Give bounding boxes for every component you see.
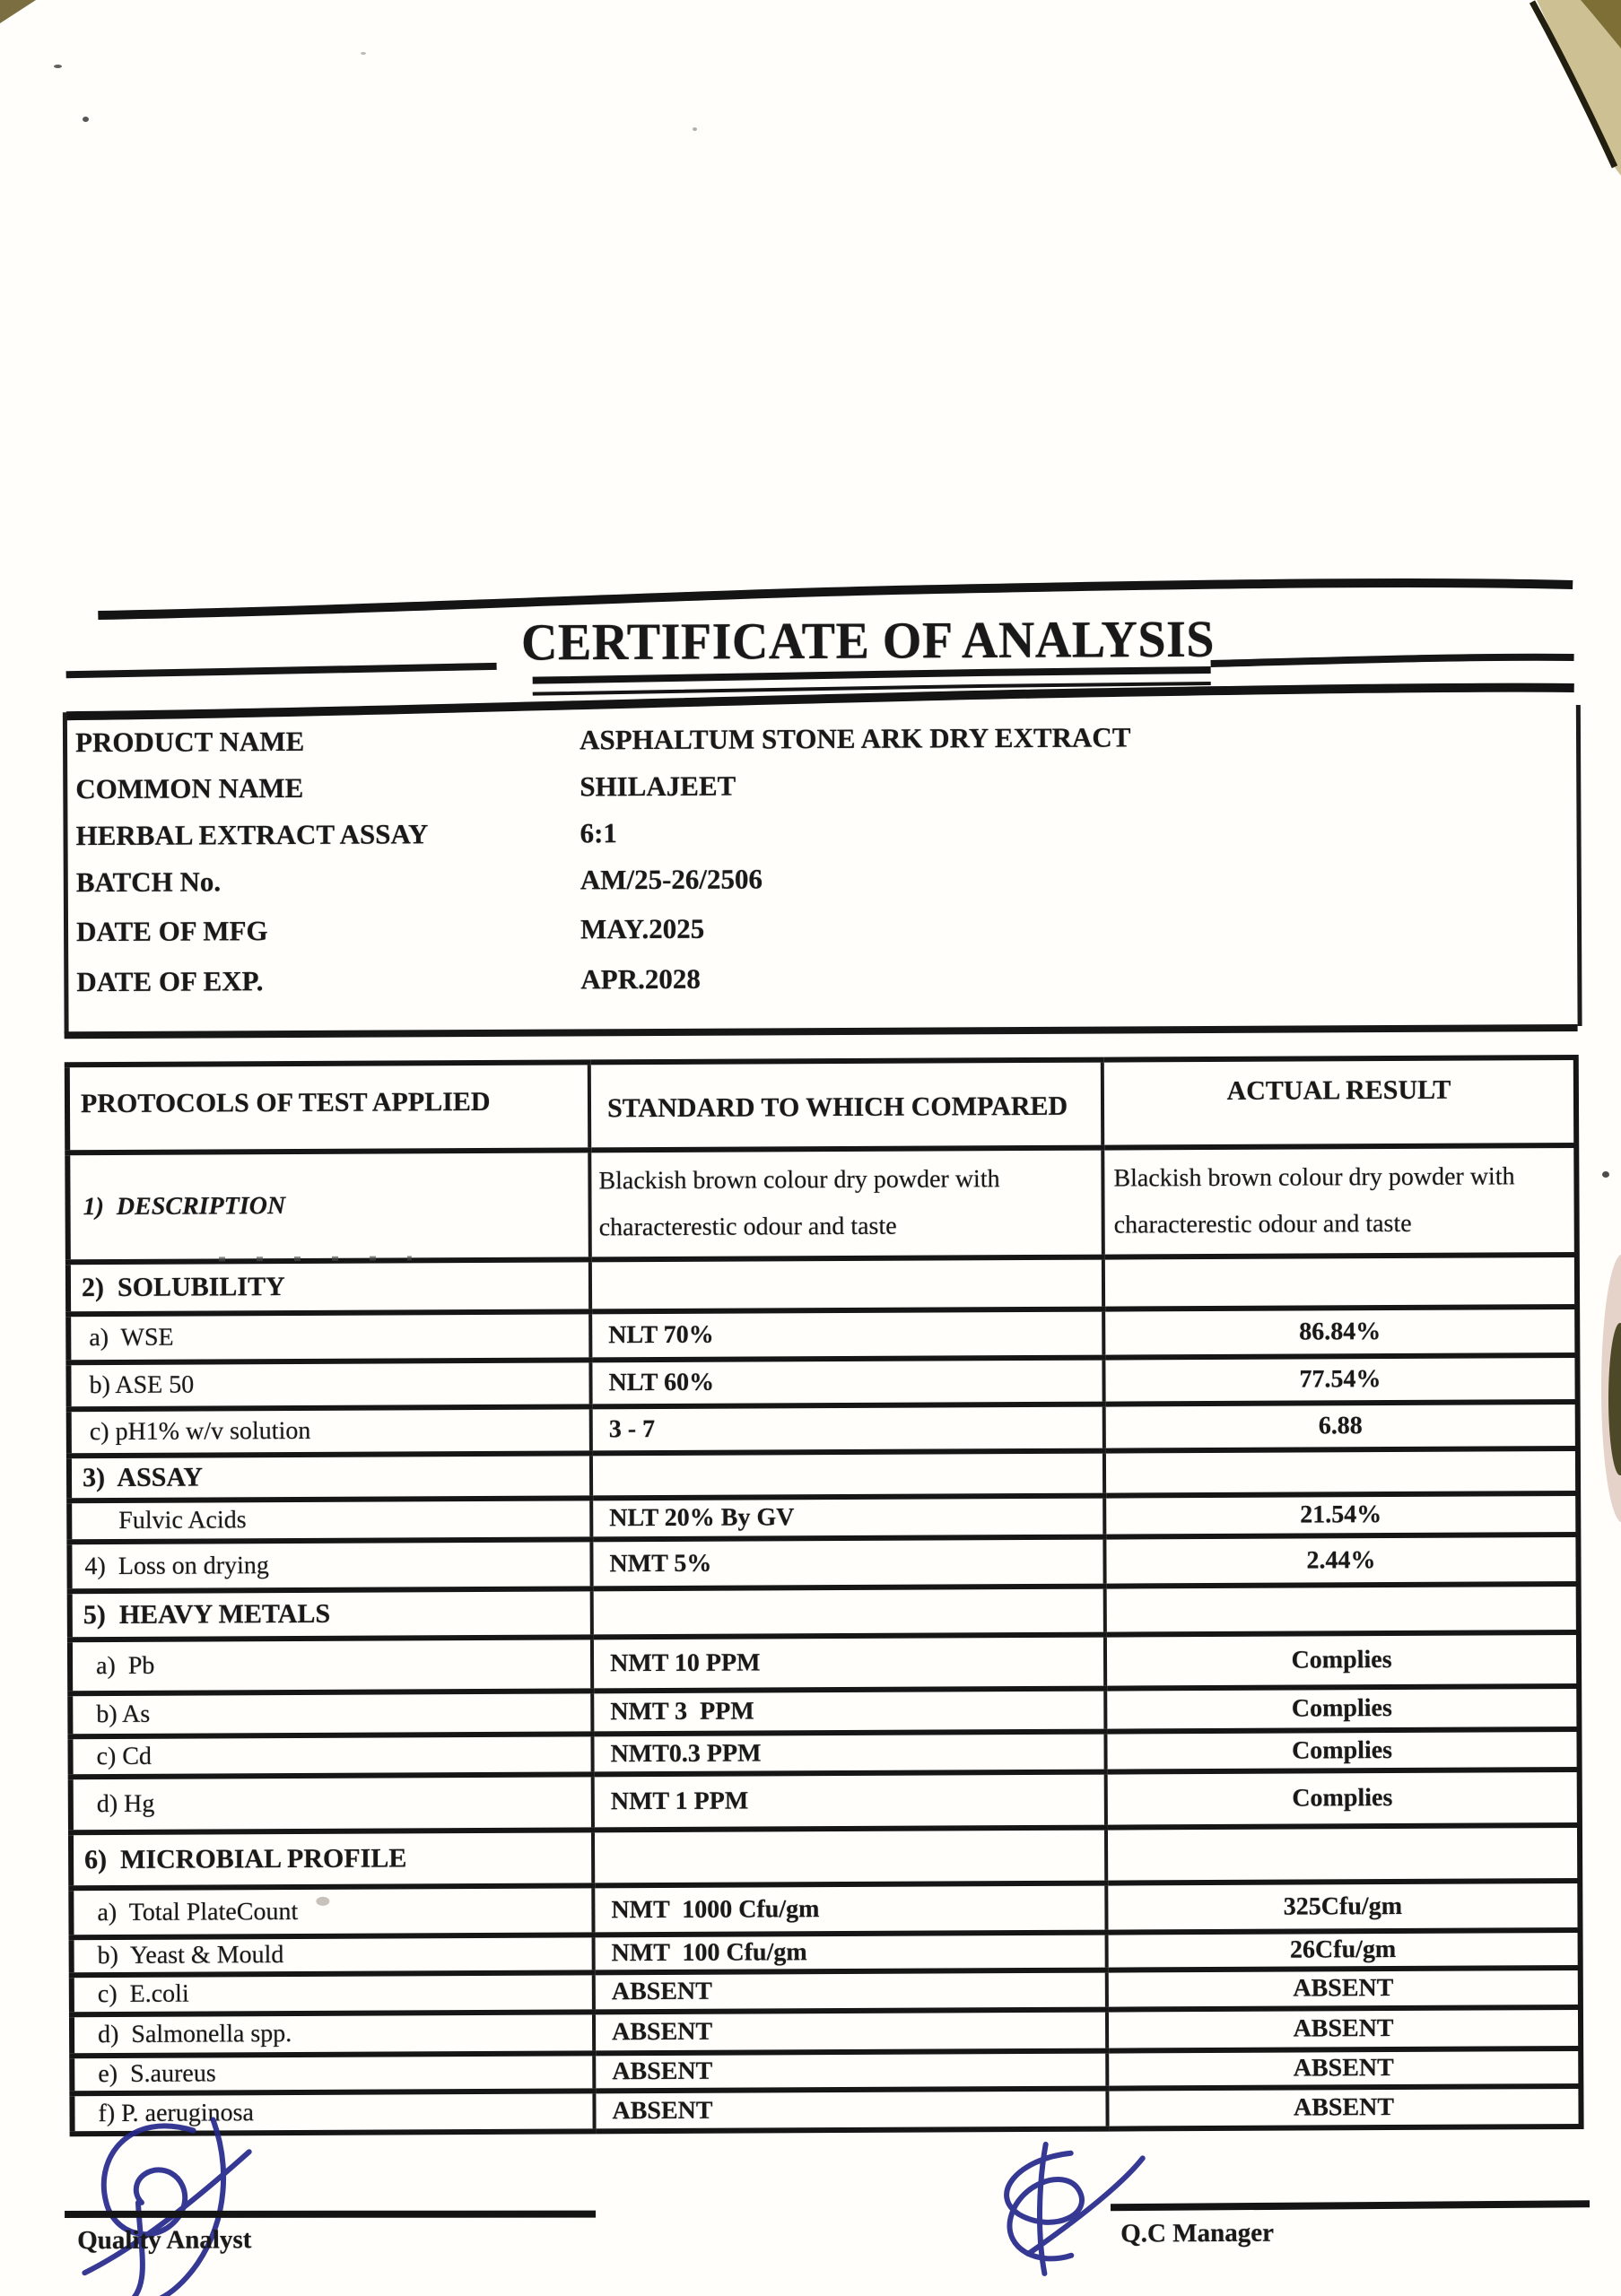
result-cell bbox=[1106, 1825, 1580, 1883]
standard-cell bbox=[591, 1451, 1104, 1499]
result-cell bbox=[1103, 1255, 1577, 1309]
result-cell: Complies bbox=[1105, 1632, 1579, 1689]
analysis-table-wrap bbox=[65, 1055, 1583, 2136]
table-row-heavy-metals bbox=[70, 1584, 1579, 1639]
standard-cell: ABSENT bbox=[594, 2010, 1107, 2054]
info-label: DATE OF MFG bbox=[75, 915, 268, 948]
standard-cell: NLT 60% bbox=[590, 1358, 1103, 1407]
info-row-assay bbox=[75, 813, 1421, 866]
table-row-microbial-profile bbox=[71, 1825, 1580, 1888]
result-cell: 21.54% bbox=[1104, 1493, 1578, 1537]
protocol-cell: Fulvic Acids bbox=[69, 1498, 591, 1542]
table-row-description bbox=[67, 1145, 1577, 1262]
standard-cell: 3 - 7 bbox=[591, 1405, 1104, 1454]
standard-cell: Blackish brown colour dry powder with characterestic odour and taste bbox=[589, 1148, 1103, 1260]
protocol-cell: 5) HEAVY METALS bbox=[70, 1588, 592, 1639]
standard-cell: NMT 5% bbox=[591, 1537, 1104, 1589]
result-cell: ABSENT bbox=[1107, 2086, 1581, 2129]
info-label: HERBAL EXTRACT ASSAY bbox=[75, 818, 429, 852]
info-row-common-name bbox=[75, 767, 1421, 820]
result-cell: ABSENT bbox=[1107, 2007, 1581, 2051]
info-value: MAY.2025 bbox=[580, 912, 705, 945]
protocol-cell: 2) SOLUBILITY bbox=[68, 1259, 590, 1314]
result-cell: ABSENT bbox=[1107, 1968, 1581, 2010]
standard-cell: NMT 1 PPM bbox=[593, 1772, 1106, 1831]
table-row-pb bbox=[70, 1632, 1579, 1693]
protocol-cell: c) pH1% w/v solution bbox=[69, 1406, 591, 1456]
protocol-cell: f) P. aeruginosa bbox=[72, 2091, 594, 2134]
info-row-product-name bbox=[75, 720, 1421, 773]
table-row-solubility bbox=[68, 1255, 1577, 1314]
product-info bbox=[75, 720, 1423, 1013]
protocol-cell: b) As bbox=[70, 1691, 592, 1736]
protocol-cell: b) ASE 50 bbox=[68, 1360, 590, 1409]
result-cell: 6.88 bbox=[1104, 1402, 1578, 1451]
result-cell: Complies bbox=[1105, 1686, 1579, 1732]
analysis-table bbox=[65, 1055, 1584, 2136]
protocol-cell: c) Cd bbox=[70, 1734, 592, 1777]
table-row-cd bbox=[70, 1729, 1579, 1777]
result-cell: Blackish brown colour dry powder with characterestic odour and taste bbox=[1102, 1145, 1577, 1257]
table-row-hg bbox=[71, 1770, 1580, 1832]
quality-analyst-signature bbox=[84, 2119, 250, 2296]
info-row-exp-date bbox=[76, 960, 1422, 1013]
table-row-assay bbox=[69, 1448, 1578, 1500]
info-value: APR.2028 bbox=[580, 962, 701, 996]
standard-cell: NLT 20% By GV bbox=[591, 1496, 1104, 1540]
table-row-salmonella bbox=[72, 2007, 1581, 2056]
info-value: AM/25-26/2506 bbox=[580, 863, 763, 896]
protocol-cell: c) E.coli bbox=[72, 1972, 594, 2014]
result-cell: 86.84% bbox=[1103, 1307, 1577, 1358]
signature-line-left bbox=[65, 2211, 596, 2218]
page-title: CERTIFICATE OF ANALYSIS bbox=[520, 610, 1216, 672]
standard-cell bbox=[590, 1257, 1103, 1312]
scan-smudge bbox=[316, 1897, 329, 1906]
info-row-mfg-date bbox=[76, 909, 1422, 966]
table-row-fulvic-acids bbox=[69, 1493, 1578, 1542]
info-value: SHILAJEET bbox=[580, 770, 736, 803]
signature-line-right bbox=[1111, 2200, 1590, 2211]
scan-smudge bbox=[219, 1256, 412, 1261]
protocol-cell: a) WSE bbox=[68, 1311, 590, 1362]
table-row-total-plate-count bbox=[71, 1881, 1580, 1937]
result-cell: Complies bbox=[1106, 1770, 1580, 1828]
standard-cell: ABSENT bbox=[594, 2051, 1107, 2092]
info-value: ASPHALTUM STONE ARK DRY EXTRACT bbox=[579, 721, 1131, 756]
standard-cell bbox=[592, 1587, 1105, 1638]
table-row-as bbox=[70, 1686, 1579, 1736]
standard-cell: ABSENT bbox=[594, 1970, 1107, 2013]
result-cell: 2.44% bbox=[1104, 1535, 1578, 1587]
protocol-cell: a) Pb bbox=[70, 1637, 592, 1693]
result-cell: 325Cfu/gm bbox=[1106, 1881, 1580, 1933]
quality-analyst-label: Quality Analyst bbox=[77, 2225, 252, 2256]
protocol-cell: 4) Loss on drying bbox=[69, 1539, 591, 1591]
standard-cell: NMT 1000 Cfu/gm bbox=[593, 1883, 1106, 1935]
table-row-loss-on-drying bbox=[69, 1535, 1578, 1591]
result-cell: ABSENT bbox=[1107, 2048, 1581, 2089]
info-label: COMMON NAME bbox=[75, 771, 304, 805]
column-header-result: ACTUAL RESULT bbox=[1102, 1057, 1576, 1148]
table-header-row bbox=[67, 1057, 1576, 1152]
protocol-cell: a) Total PlateCount bbox=[71, 1885, 593, 1937]
info-row-batch bbox=[76, 860, 1422, 916]
table-row-ase50 bbox=[68, 1355, 1577, 1409]
standard-cell: NMT 10 PPM bbox=[592, 1635, 1105, 1692]
protocol-cell: 1) DESCRIPTION bbox=[67, 1150, 590, 1262]
table-row-paeruginosa bbox=[72, 2086, 1581, 2134]
protocol-cell: 3) ASSAY bbox=[69, 1453, 591, 1500]
info-value: 6:1 bbox=[580, 817, 617, 849]
protocol-cell: 6) MICROBIAL PROFILE bbox=[71, 1830, 593, 1888]
protocol-cell: d) Hg bbox=[71, 1774, 593, 1832]
result-cell bbox=[1105, 1584, 1579, 1635]
column-header-standard: STANDARD TO WHICH COMPARED bbox=[589, 1060, 1102, 1151]
column-header-protocols: PROTOCOLS OF TEST APPLIED bbox=[67, 1062, 589, 1152]
standard-cell: NMT 3 PPM bbox=[592, 1689, 1105, 1735]
info-label: DATE OF EXP. bbox=[76, 965, 264, 998]
standard-cell bbox=[593, 1828, 1106, 1886]
result-cell: Complies bbox=[1105, 1729, 1579, 1772]
protocol-cell: e) S.aureus bbox=[72, 2053, 594, 2093]
info-label: BATCH No. bbox=[75, 865, 222, 899]
table-row-ph bbox=[69, 1402, 1578, 1456]
result-cell bbox=[1104, 1448, 1578, 1496]
standard-cell: NLT 70% bbox=[590, 1309, 1103, 1361]
result-cell: 26Cfu/gm bbox=[1107, 1930, 1581, 1970]
result-cell: 77.54% bbox=[1103, 1355, 1577, 1405]
table-row-wse bbox=[68, 1307, 1577, 1362]
info-label: PRODUCT NAME bbox=[74, 725, 305, 759]
protocol-cell: d) Salmonella spp. bbox=[72, 2012, 594, 2056]
protocol-cell: b) Yeast & Mould bbox=[72, 1935, 594, 1975]
qc-manager-label: Q.C Manager bbox=[1120, 2218, 1274, 2248]
standard-cell: NMT 100 Cfu/gm bbox=[594, 1933, 1107, 1973]
standard-cell: ABSENT bbox=[594, 2089, 1107, 2132]
standard-cell: NMT0.3 PPM bbox=[592, 1732, 1105, 1775]
